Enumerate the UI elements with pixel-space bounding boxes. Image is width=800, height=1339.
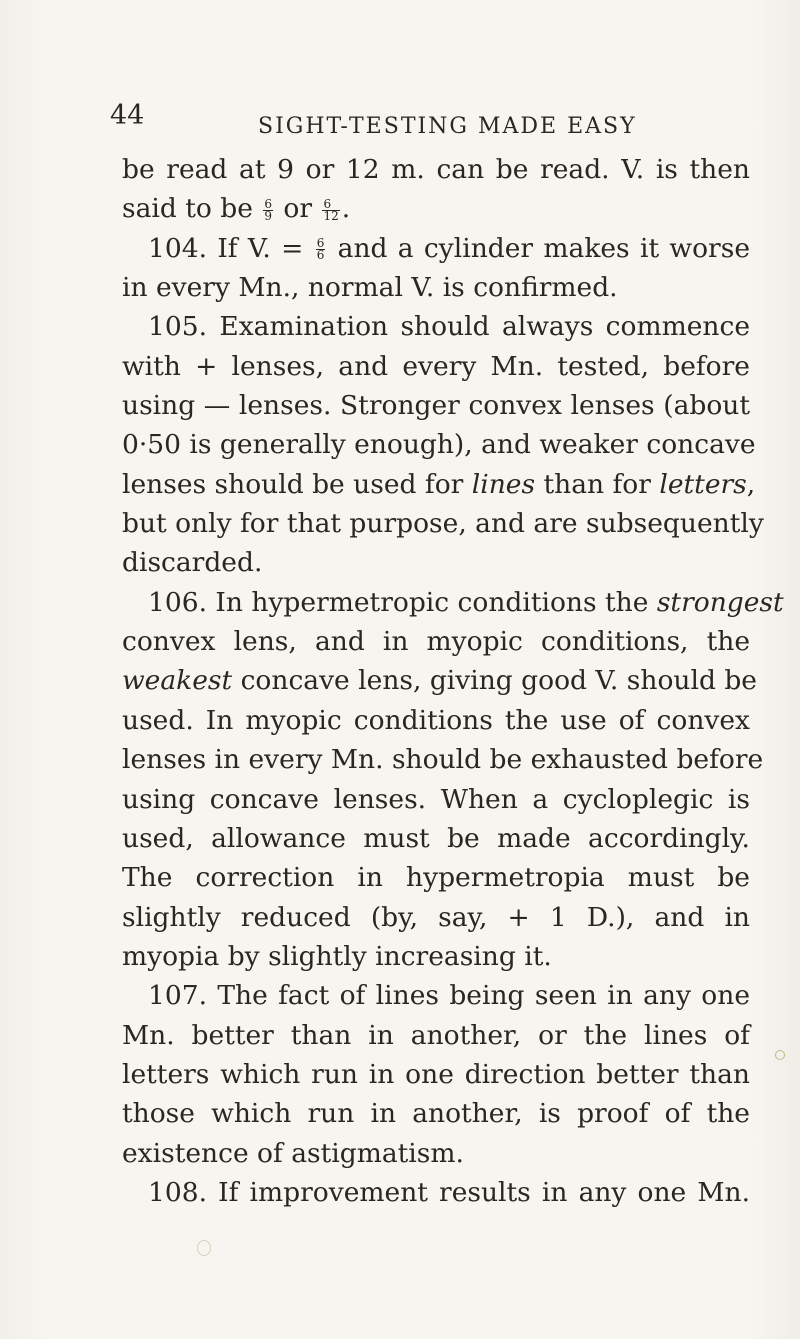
text-line: The correction in hypermetropia must be (122, 862, 750, 894)
text-line: slightly reduced (by, say, + 1 D.), and in (122, 901, 750, 933)
text-line: letters which run in one direction better than (122, 1058, 750, 1090)
page-header (110, 100, 730, 140)
text-line: lenses should be used for lines than for letters, (122, 468, 756, 500)
fraction: $\frac{6}{9}$ (264, 196, 272, 223)
text-line: weakest concave lens, giving good V. should be (122, 665, 757, 697)
text-line: using — lenses. Stronger convex lenses (about (122, 390, 750, 422)
text-line: lenses in every Mn. should be exhausted before (122, 744, 764, 776)
fraction: $\frac{6}{6}$ (316, 236, 325, 263)
text-line: 0·50 is generally enough), and weaker concave (122, 429, 756, 461)
text-line: but only for that purpose, and are subsequently (122, 508, 764, 540)
text-line: said to be $\frac{6}{9}$ or $\frac{6}{12}$ . (122, 193, 351, 225)
text-line: existence of astigmatism. (122, 1137, 464, 1169)
text-line: myopia by slightly increasing it. (122, 940, 552, 972)
page-number: 44 (110, 100, 145, 131)
text-line: 105. Examination should always commence (148, 311, 750, 343)
text-line: using concave lenses. When a cycloplegic is (122, 783, 750, 815)
text-line: those which run in another, is proof of the (122, 1098, 750, 1130)
text-line: with + lenses, and every Mn. tested, before (122, 350, 750, 382)
fraction: $\frac{6}{12}$ (323, 196, 339, 223)
text-line: used, allowance must be made accordingly. (122, 822, 750, 854)
text-line: Mn. better than in another, or the lines of (122, 1019, 750, 1051)
paper-blemish (197, 1240, 211, 1256)
text-line: 107. The fact of lines being seen in any one (148, 980, 750, 1012)
text-line: discarded. (122, 547, 263, 579)
text-line: 106. In hypermetropic conditions the strongest (148, 586, 784, 618)
text-line: 108. If improvement results in any one Mn. (148, 1176, 750, 1208)
text-line: convex lens, and in myopic conditions, the (122, 626, 750, 658)
text-line: in every Mn., normal V. is confirmed. (122, 272, 618, 304)
paper-blemish (775, 1050, 785, 1060)
running-head: SIGHT-TESTING MADE EASY (258, 114, 637, 139)
text-line: used. In myopic conditions the use of convex (122, 704, 750, 736)
body-text (122, 150, 784, 1212)
text-line: 104. If V. = $\frac{6}{6}$ and a cylinder makes it worse (148, 232, 751, 264)
text-line: be read at 9 or 12 m. can be read. V. is then (122, 154, 750, 185)
